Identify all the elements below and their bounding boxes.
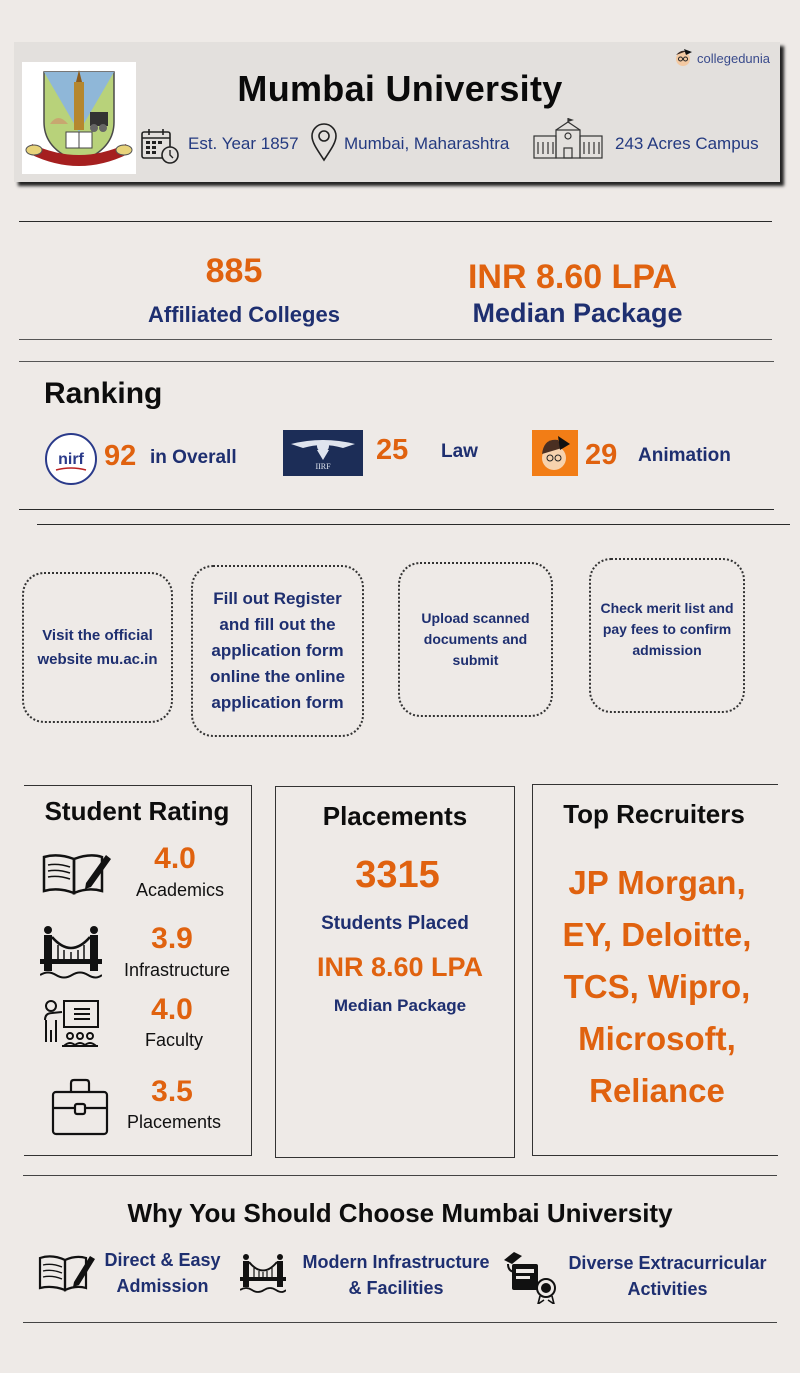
university-crest-logo (22, 62, 136, 174)
student-rating-title: Student Rating (44, 796, 230, 826)
placements-median-package-label: Median Package (333, 996, 467, 1015)
rating-faculty-label: Faculty (144, 1030, 204, 1050)
recruiter-line: TCS, Wipro, (563, 968, 751, 1005)
median-package-value: INR 8.60 LPA (467, 258, 678, 296)
divider (19, 509, 774, 510)
why-item-admission: Direct & Easy Admission (104, 1250, 221, 1296)
location-pin-icon (310, 122, 338, 167)
admission-step-1: Visit the official website mu.ac.in (22, 572, 173, 723)
students-placed-label: Students Placed (321, 913, 469, 934)
top-recruiters-title: Top Recruiters (563, 799, 745, 829)
page-title: Mumbai University (237, 68, 563, 109)
iirf-rank: 25 (376, 434, 409, 466)
admission-step-2: Fill out Register and fill out the application form online the online application form (191, 565, 364, 737)
book-pencil-icon (38, 1252, 96, 1297)
rating-placements-label: Placements (126, 1112, 222, 1132)
recruiter-line: JP Morgan, (568, 864, 746, 901)
rating-academics-label: Academics (135, 880, 225, 900)
rating-infrastructure-label: Infrastructure (123, 960, 231, 980)
mascot-icon (672, 46, 694, 71)
affiliated-colleges-label: Affiliated Colleges (148, 302, 340, 327)
affiliated-colleges-value: 885 (205, 252, 263, 290)
rating-academics-value: 4.0 (154, 842, 196, 875)
why-item-infrastructure: Modern Infrastructure & Facilities (302, 1252, 490, 1298)
why-item-extracurricular: Diverse Extracurricular Activities (568, 1253, 767, 1299)
students-placed-value: 3315 (355, 854, 440, 896)
svg-text:nirf: nirf (58, 451, 84, 468)
location: Mumbai, Maharashtra (344, 134, 510, 153)
collegedunia-rank: 29 (585, 439, 618, 471)
admission-step-3: Upload scanned documents and submit (398, 562, 553, 717)
brand-logo[interactable] (672, 46, 770, 71)
teacher-icon (42, 998, 104, 1057)
why-choose-title: Why You Should Choose Mumbai University (127, 1198, 673, 1228)
book-pencil-icon (42, 851, 112, 902)
recruiter-line: Microsoft, (578, 1020, 736, 1057)
divider (19, 361, 774, 362)
divider (19, 339, 772, 340)
iirf-rank-label: Law (441, 441, 478, 462)
nirf-badge-icon (44, 432, 98, 491)
certificate-icon (500, 1250, 562, 1309)
campus-size: 243 Acres Campus (615, 134, 759, 153)
placements-median-package-value: INR 8.60 LPA (316, 952, 484, 982)
rating-infrastructure-value: 3.9 (151, 922, 193, 955)
recruiters-list (532, 857, 782, 1117)
divider (23, 1175, 777, 1176)
rating-placements-value: 3.5 (151, 1075, 193, 1108)
recruiter-line: EY, Deloitte, (562, 916, 752, 953)
established-year: Est. Year 1857 (188, 134, 299, 153)
collegedunia-badge-icon (532, 430, 578, 481)
median-package-label: Median Package (472, 298, 683, 328)
collegedunia-rank-label: Animation (638, 445, 731, 466)
recruiter-line: Reliance (589, 1072, 725, 1109)
ranking-title: Ranking (44, 377, 163, 410)
iirf-badge-icon (283, 430, 363, 481)
nirf-rank: 92 (104, 440, 137, 472)
svg-text:IIRF: IIRF (315, 462, 331, 471)
placements-title: Placements (322, 801, 468, 831)
admission-step-4: Check merit list and pay fees to confirm admission (589, 558, 745, 713)
briefcase-icon (51, 1078, 109, 1141)
divider (37, 524, 790, 525)
bridge-icon (40, 925, 102, 984)
calendar-icon (140, 127, 180, 170)
campus-building-icon (532, 118, 604, 165)
rating-faculty-value: 4.0 (151, 993, 193, 1026)
divider (23, 1322, 777, 1323)
bridge-icon (240, 1253, 286, 1298)
nirf-rank-label: in Overall (150, 447, 237, 468)
divider (19, 221, 772, 222)
brand-name: collegedunia (697, 51, 771, 66)
